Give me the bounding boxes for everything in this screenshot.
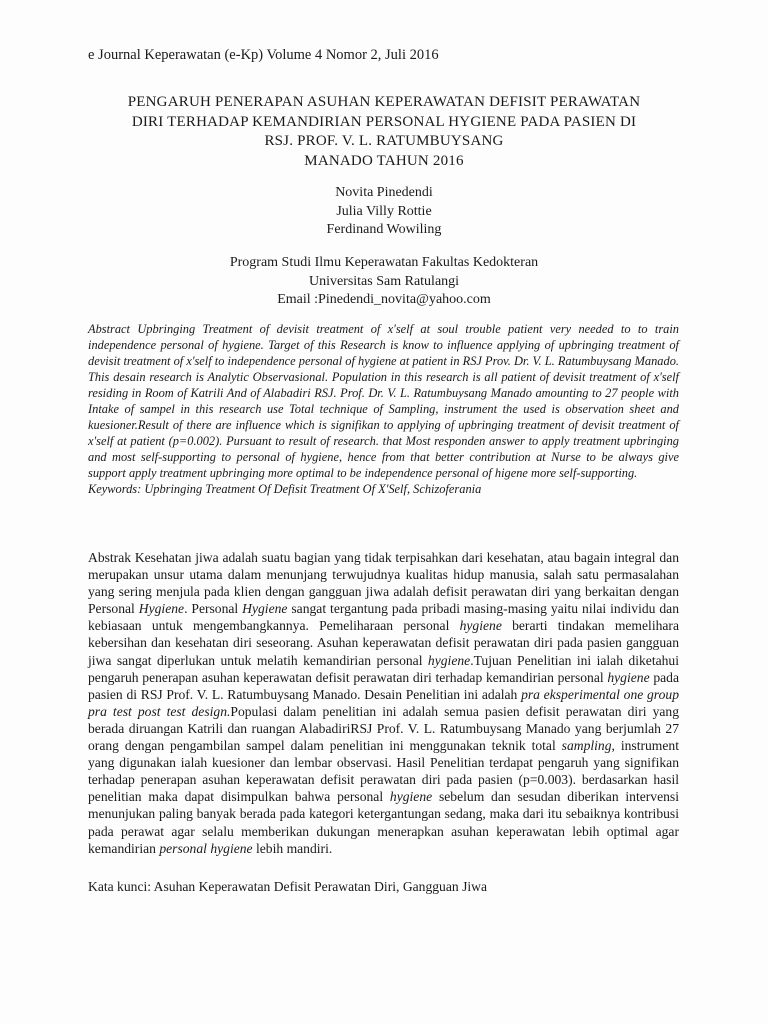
abstract-english xyxy=(88,321,679,497)
journal-header: e Journal Keperawatan (e-Kp) Volume 4 Nomor 2, Juli 2016 xyxy=(88,47,439,63)
paper-title xyxy=(60,93,708,171)
keywords-english: Keywords: Upbringing Treatment Of Defisit Treatment Of X'Self, Schizoferania xyxy=(88,482,482,496)
title-line: DIRI TERHADAP KEMANDIRIAN PERSONAL HYGIENE PADA PASIEN DI xyxy=(131,113,637,130)
affiliation xyxy=(0,254,768,310)
abstract-english-text: Abstract Upbringing Treatment of devisit treatment of x'self at soul trouble patient very needed to to train independence personal of hygiene. Target of this Research is know to influence applying of upbringing treatment of devisit treatment of x'self to independence personal of hygiene at patient in RSJ Prov. Dr. V. L. Ratumbuysang Manado. This desain research is Analytic Observasional. Population in this research is all patient of devisit treatment of x'self residing in Room of Katrili And of Alabadiri RSJ. Prof. Dr. V. L. Ratumbuysang Manado amounting to 27 people with Intake of sampel in this research use Total technique of Sampling, instrument the used is observation sheet and kuesioner.Result of there are influence which is signifikan to applying of upbringing treatment of devisit treatment of x'self at patient (p=0.002). Pursuant to result of research. that Most responden answer to apply treatment upbringing and most self-supporting to personal of hygiene, hence from that better contribution at Nurse to be always give support apply treatment upbringing more optimal to be independence personal of higene more self-supporting. xyxy=(88,322,679,480)
affiliation-university: Universitas Sam Ratulangi xyxy=(308,273,460,289)
author: Julia Villy Rottie xyxy=(336,203,432,219)
author: Ferdinand Wowiling xyxy=(326,222,442,237)
title-line: RSJ. PROF. V. L. RATUMBUYSANG xyxy=(264,133,504,149)
title-line: MANADO TAHUN 2016 xyxy=(304,152,464,169)
keywords-indonesian: Kata kunci: Asuhan Keperawatan Defisit Perawatan Diri, Gangguan Jiwa xyxy=(88,879,487,894)
author-list xyxy=(0,184,768,240)
affiliation-program: Program Studi Ilmu Keperawatan Fakultas Kedokteran xyxy=(229,255,539,270)
abstract-indonesian-text: Abstrak Kesehatan jiwa adalah suatu bagian yang tidak terpisahkan dari kesehatan, atau bagain integral dan merupakan unsur utama dalam menunjang terwujudnya kualitas hidup manusia, salah satu permasalahan yang sering menjula pada klien dengan gangguan jiwa adalah defisit perawatan diri yang berkaitan dengan Personal Hygiene. Personal Hygiene sangat tergantung pada pribadi masing-masing yaitu nilai individu dan kebiasaan untuk mengembangkannya. Pemeliharaan personal hygiene berarti tindakan memelihara kebersihan dan kesehatan diri seseorang. Asuhan keperawatan defisit perawatan diri pada pasien gangguan jiwa sangat diperlukan untuk melatih kemandirian personal hygiene.Tujuan Penelitian ini ialah diketahui pengaruh penerapan asuhan keperawatan defisit perawatan diri terhadap kemandirian personal hygiene pada pasien di RSJ Prof. V. L. Ratumbuysang Manado. Desain Penelitian ini adalah pra eksperimental one group pra test post test design.Populasi dalam penelitian ini adalah semua pasien defisit perawatan diri yang berada diruangan Katrili dan ruangan AlabadiriRSJ Prof. V. L. Ratumbuysang Manado yang berjumlah 27 orang dengan pengambilan sampel dalam penelitian ini menggunakan teknik total sampling, instrument yang digunakan ialah kuesioner dan lembar observasi. Hasil Penelitian terdapat pengaruh yang signifikan terhadap penerapan asuhan keperawatan defisit perawatan diri pada pasien (p=0.003). berdasarkan hasil penelitian maka dapat disimpulkan bahwa personal hygiene sebelum dan sesudan diberikan intervensi menunjukan paling banyak berada pada kategori ketergantungan sedang, maka dari itu sebaiknya kontribusi pada perawat agar selalu memberikan dukungan menerapkan asuhan keperawatan lebih optimal agar kemandirian personal hygiene lebih mandiri. xyxy=(88,550,680,856)
affiliation-email: Email :Pinedendi_novita@yahoo.com xyxy=(277,292,491,307)
author: Novita Pinedendi xyxy=(335,185,433,200)
abstract-indonesian xyxy=(88,549,679,857)
title-line: PENGARUH PENERAPAN ASUHAN KEPERAWATAN DEFISIT PERAWATAN xyxy=(127,94,641,110)
